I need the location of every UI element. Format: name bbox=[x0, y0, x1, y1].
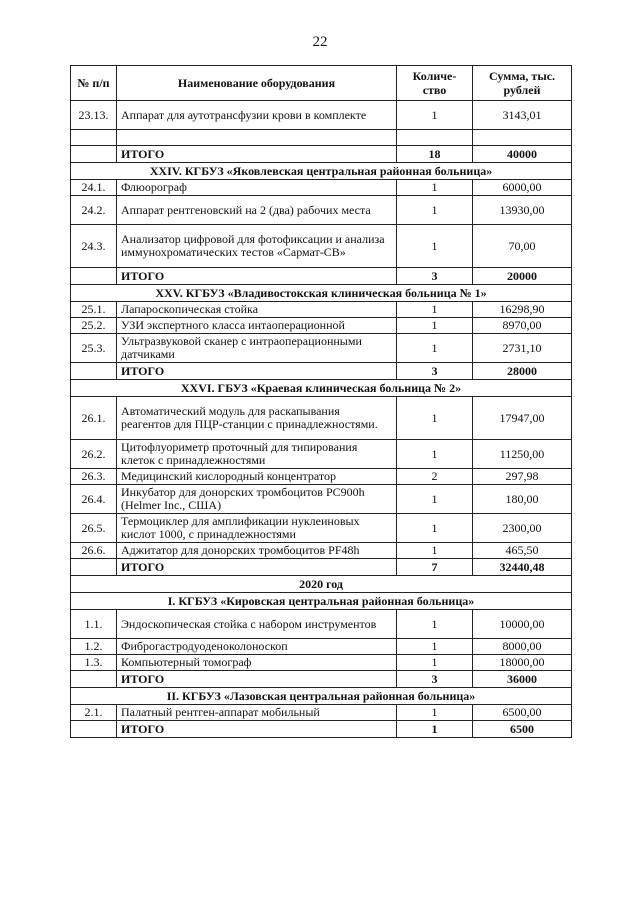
item-quantity: 1 bbox=[397, 514, 473, 543]
item-sum: 180,00 bbox=[473, 485, 572, 514]
empty-cell bbox=[117, 130, 397, 146]
table-row bbox=[71, 639, 572, 655]
table-row bbox=[71, 180, 572, 196]
item-sum: 3143,01 bbox=[473, 101, 572, 130]
item-name: Лапароскопическая стойка bbox=[117, 302, 397, 318]
item-number: 25.2. bbox=[71, 318, 117, 334]
total-sum: 6500 bbox=[473, 721, 572, 738]
empty-cell bbox=[473, 130, 572, 146]
item-name: Медицинский кислородный концентратор bbox=[117, 469, 397, 485]
table-row bbox=[71, 318, 572, 334]
item-quantity: 1 bbox=[397, 610, 473, 639]
total-row bbox=[71, 559, 572, 576]
item-name: Аппарат рентгеновский на 2 (два) рабочих места bbox=[117, 196, 397, 225]
item-quantity: 1 bbox=[397, 440, 473, 469]
item-sum: 17947,00 bbox=[473, 397, 572, 440]
total-num-cell bbox=[71, 363, 117, 380]
item-sum: 8000,00 bbox=[473, 639, 572, 655]
item-name: Флюорограф bbox=[117, 180, 397, 196]
total-num-cell bbox=[71, 671, 117, 688]
table-row bbox=[71, 397, 572, 440]
item-sum: 8970,00 bbox=[473, 318, 572, 334]
item-quantity: 1 bbox=[397, 397, 473, 440]
item-sum: 6000,00 bbox=[473, 180, 572, 196]
item-sum: 10000,00 bbox=[473, 610, 572, 639]
item-number: 26.3. bbox=[71, 469, 117, 485]
item-quantity: 1 bbox=[397, 196, 473, 225]
total-sum: 40000 bbox=[473, 146, 572, 163]
item-name: Инкубатор для донорских тромбоцитов PC900h (Helmer Inc., США) bbox=[117, 485, 397, 514]
item-name: Анализатор цифровой для фотофиксации и анализа иммунохроматических тестов «Сармат-СВ» bbox=[117, 225, 397, 268]
section-title: II. КГБУЗ «Лазовская центральная районная больница» bbox=[71, 688, 572, 705]
item-name: Фиброгастродуоденоколоноскоп bbox=[117, 639, 397, 655]
total-sum: 36000 bbox=[473, 671, 572, 688]
item-quantity: 1 bbox=[397, 639, 473, 655]
total-quantity: 1 bbox=[397, 721, 473, 738]
page-number: 22 bbox=[312, 34, 328, 50]
item-quantity: 1 bbox=[397, 655, 473, 671]
item-number: 24.3. bbox=[71, 225, 117, 268]
item-quantity: 1 bbox=[397, 485, 473, 514]
item-number: 25.3. bbox=[71, 334, 117, 363]
item-number: 26.1. bbox=[71, 397, 117, 440]
item-sum: 6500,00 bbox=[473, 705, 572, 721]
table-row bbox=[71, 225, 572, 268]
item-number: 1.1. bbox=[71, 610, 117, 639]
item-sum: 11250,00 bbox=[473, 440, 572, 469]
item-quantity: 1 bbox=[397, 101, 473, 130]
section-title: XXIV. КГБУЗ «Яковлевская центральная районная больница» bbox=[71, 163, 572, 180]
item-quantity: 1 bbox=[397, 705, 473, 721]
item-sum: 16298,90 bbox=[473, 302, 572, 318]
item-name: Цитофлуориметр проточный для типирования клеток с принадлежностями bbox=[117, 440, 397, 469]
total-sum: 20000 bbox=[473, 268, 572, 285]
section-title: I. КГБУЗ «Кировская центральная районная больница» bbox=[71, 593, 572, 610]
section-header-row bbox=[71, 380, 572, 397]
item-number: 2.1. bbox=[71, 705, 117, 721]
item-sum: 18000,00 bbox=[473, 655, 572, 671]
total-quantity: 3 bbox=[397, 268, 473, 285]
total-num-cell bbox=[71, 559, 117, 576]
total-num-cell bbox=[71, 146, 117, 163]
total-label: ИТОГО bbox=[117, 671, 397, 688]
table-row bbox=[71, 610, 572, 639]
empty-row bbox=[71, 130, 572, 146]
table-row bbox=[71, 196, 572, 225]
item-number: 1.2. bbox=[71, 639, 117, 655]
item-number: 26.2. bbox=[71, 440, 117, 469]
item-sum: 70,00 bbox=[473, 225, 572, 268]
empty-cell bbox=[397, 130, 473, 146]
item-quantity: 1 bbox=[397, 225, 473, 268]
total-label: ИТОГО bbox=[117, 268, 397, 285]
section-header-row bbox=[71, 285, 572, 302]
section-header-row bbox=[71, 163, 572, 180]
item-number: 23.13. bbox=[71, 101, 117, 130]
item-name: Термоциклер для амплификации нуклеиновых кислот 1000, с принадлежностями bbox=[117, 514, 397, 543]
total-quantity: 7 bbox=[397, 559, 473, 576]
item-number: 26.4. bbox=[71, 485, 117, 514]
total-row bbox=[71, 671, 572, 688]
item-quantity: 1 bbox=[397, 180, 473, 196]
total-row bbox=[71, 363, 572, 380]
empty-cell bbox=[71, 130, 117, 146]
total-sum: 28000 bbox=[473, 363, 572, 380]
item-sum: 2731,10 bbox=[473, 334, 572, 363]
item-name: Ультразвуковой сканер с интраоперационными датчиками bbox=[117, 334, 397, 363]
table-row bbox=[71, 101, 572, 130]
section-header-row bbox=[71, 688, 572, 705]
item-number: 26.5. bbox=[71, 514, 117, 543]
header-qty: Количе-ство bbox=[397, 66, 473, 101]
item-sum: 2300,00 bbox=[473, 514, 572, 543]
total-row bbox=[71, 721, 572, 738]
item-sum: 13930,00 bbox=[473, 196, 572, 225]
item-number: 24.2. bbox=[71, 196, 117, 225]
table-row bbox=[71, 469, 572, 485]
item-quantity: 1 bbox=[397, 334, 473, 363]
total-num-cell bbox=[71, 721, 117, 738]
item-sum: 465,50 bbox=[473, 543, 572, 559]
item-name: Палатный рентген-аппарат мобильный bbox=[117, 705, 397, 721]
item-number: 26.6. bbox=[71, 543, 117, 559]
item-quantity: 1 bbox=[397, 543, 473, 559]
total-row bbox=[71, 268, 572, 285]
section-title: XXV. КГБУЗ «Владивостокская клиническая больница № 1» bbox=[71, 285, 572, 302]
total-label: ИТОГО bbox=[117, 559, 397, 576]
table-row bbox=[71, 655, 572, 671]
total-label: ИТОГО bbox=[117, 146, 397, 163]
total-quantity: 3 bbox=[397, 671, 473, 688]
total-sum: 32440,48 bbox=[473, 559, 572, 576]
item-quantity: 2 bbox=[397, 469, 473, 485]
table-row bbox=[71, 514, 572, 543]
section-title: XXVI. ГБУЗ «Краевая клиническая больница № 2» bbox=[71, 380, 572, 397]
table-row bbox=[71, 485, 572, 514]
total-row bbox=[71, 146, 572, 163]
total-label: ИТОГО bbox=[117, 363, 397, 380]
table-header-row bbox=[71, 66, 572, 101]
header-name: Наименование оборудования bbox=[117, 66, 397, 101]
item-number: 25.1. bbox=[71, 302, 117, 318]
item-name: Эндоскопическая стойка с набором инструментов bbox=[117, 610, 397, 639]
table-row bbox=[71, 334, 572, 363]
item-name: Аппарат для аутотрансфузии крови в комплекте bbox=[117, 101, 397, 130]
total-label: ИТОГО bbox=[117, 721, 397, 738]
table-row bbox=[71, 705, 572, 721]
item-name: УЗИ экспертного класса интаоперационной bbox=[117, 318, 397, 334]
total-quantity: 18 bbox=[397, 146, 473, 163]
section-header-row bbox=[71, 593, 572, 610]
item-sum: 297,98 bbox=[473, 469, 572, 485]
table-row bbox=[71, 302, 572, 318]
header-sum: Сумма, тыс. рублей bbox=[473, 66, 572, 101]
item-number: 24.1. bbox=[71, 180, 117, 196]
total-quantity: 3 bbox=[397, 363, 473, 380]
table-row bbox=[71, 543, 572, 559]
item-number: 1.3. bbox=[71, 655, 117, 671]
item-quantity: 1 bbox=[397, 318, 473, 334]
section-header-row bbox=[71, 576, 572, 593]
total-num-cell bbox=[71, 268, 117, 285]
section-title: 2020 год bbox=[71, 576, 572, 593]
item-name: Компьютерный томограф bbox=[117, 655, 397, 671]
table-row bbox=[71, 440, 572, 469]
item-name: Аджитатор для донорских тромбоцитов PF48h bbox=[117, 543, 397, 559]
equipment-table bbox=[70, 65, 572, 738]
item-quantity: 1 bbox=[397, 302, 473, 318]
table-body bbox=[71, 101, 572, 738]
header-num: № п/п bbox=[71, 66, 117, 101]
item-name: Автоматический модуль для раскапывания реагентов для ПЦР-станции с принадлежностями. bbox=[117, 397, 397, 440]
